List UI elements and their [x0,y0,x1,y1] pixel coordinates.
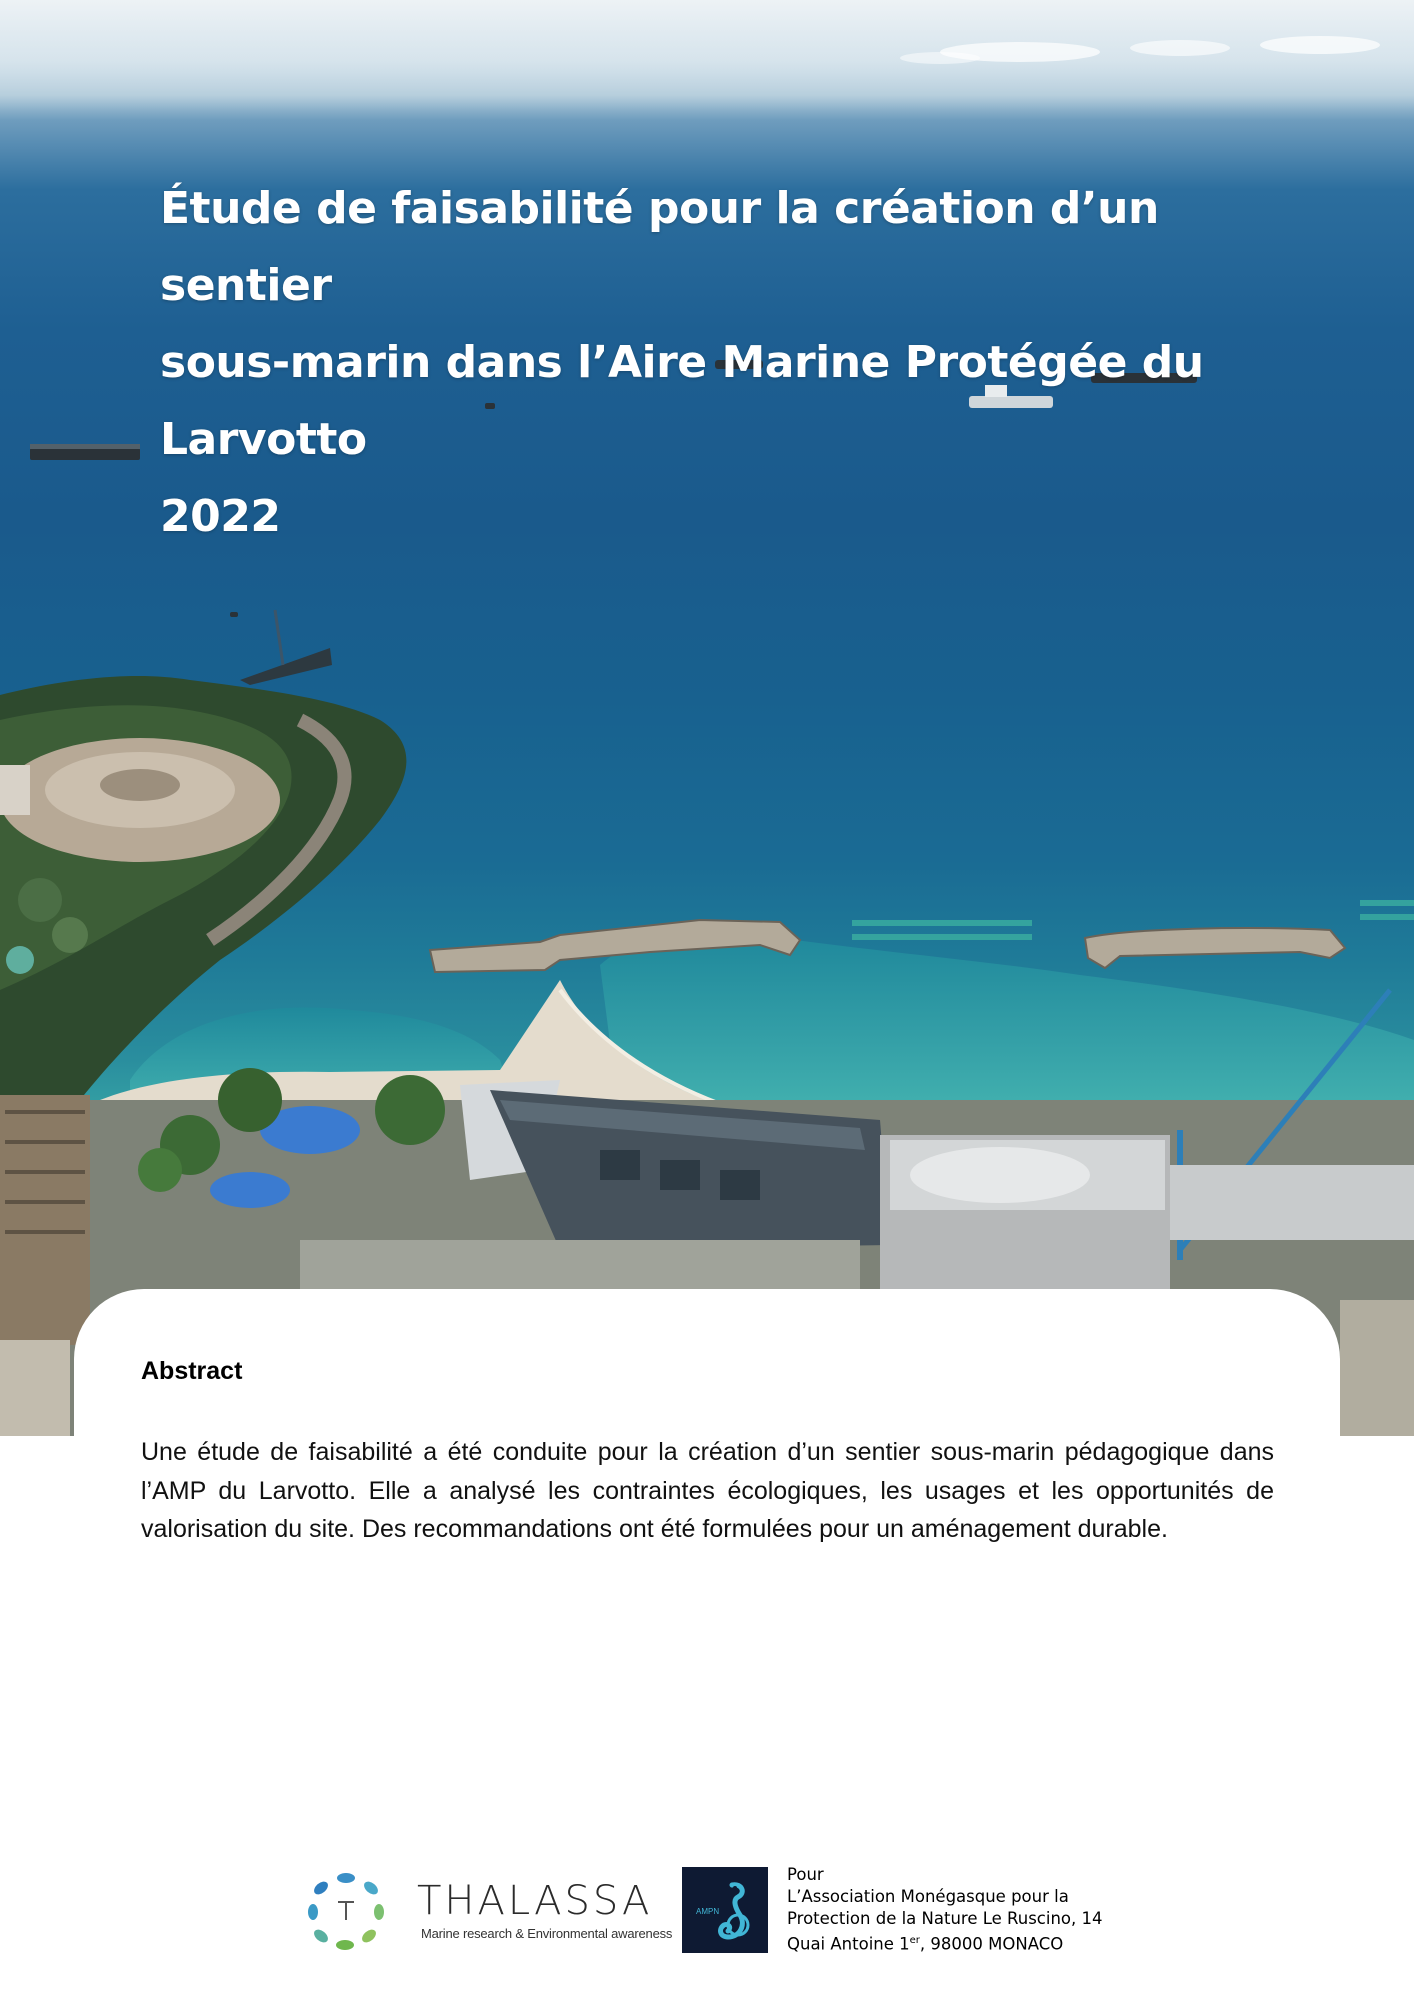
ampn-seahorse-logo [682,1867,768,1953]
ampn-logo-text: AMPN [696,1907,720,1916]
address-line: L’Association Monégasque pour la [787,1887,1069,1906]
address-street: Quai Antoine 1 [787,1934,910,1954]
footer [0,1850,1414,1970]
address-line: Pour [787,1865,824,1884]
cover-title [160,170,1310,555]
association-address [787,1864,1103,1956]
abstract-heading: Abstract [141,1357,243,1385]
cover-title-line: sous-marin dans l’Aire Marine Protégée du [160,337,1204,388]
address-line-last [787,1930,1103,1956]
thalassa-wordmark: THALASSA [417,1878,653,1924]
abstract-text: Une étude de faisabilité a été conduite pour la création d’un sentier sous-marin pédagogique dans l’AMP du Larvotto. Elle a analysé les contraintes écologiques, les usages et les opportunités de valorisation du site. Des recommandations ont été formulées pour un aménagement durable. [141,1438,1274,1543]
cover-title-line: Larvotto [160,414,367,465]
address-city: , 98000 MONACO [919,1934,1064,1954]
thalassa-tagline: Marine research & Environmental awareness [421,1926,673,1941]
thalassa-fish-ring-icon [305,1866,387,1952]
cover-year: 2022 [160,491,281,542]
cover-title-line: Étude de faisabilité pour la création d’un sentier [160,183,1159,311]
address-ordinal: er [909,1935,920,1946]
address-line: Protection de la Nature Le Ruscino, 14 [787,1909,1103,1928]
